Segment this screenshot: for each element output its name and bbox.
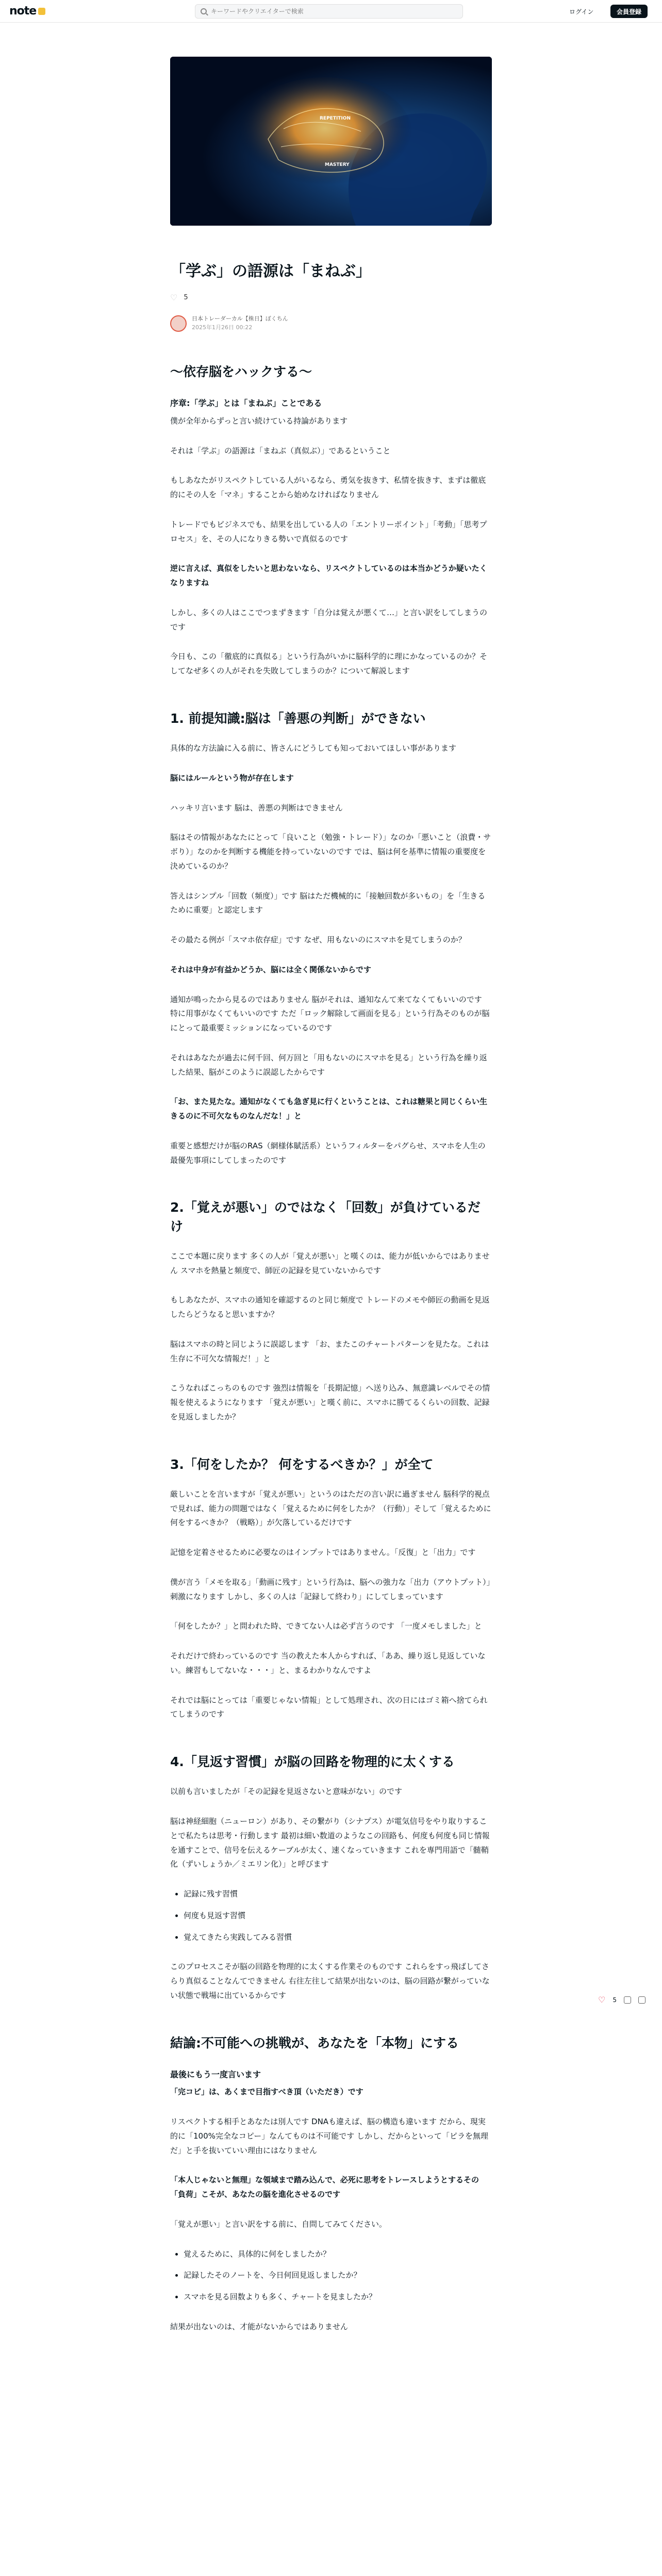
article-title: 「学ぶ」の語源は「まねぶ」 — [170, 262, 371, 280]
paragraph: それは「学ぶ」の語源は「まねぶ（真似ぶ）」であるということ — [170, 446, 391, 455]
floating-like-icon[interactable]: ♡ — [598, 1995, 606, 2005]
paragraph: もしあなたがリスペクトしている人がいるなら、勇気を抜きす、私情を抜きす、まずは徹底的にその人を「マネ」することから始めなければなりません — [170, 476, 486, 500]
signup-button[interactable]: 会員登録 — [610, 5, 648, 18]
top-navigation-bar — [0, 0, 662, 23]
section-heading: 2.「覚えが悪い」のではなく「回数」が負けているだけ — [170, 1200, 481, 1234]
avatar[interactable] — [170, 315, 187, 332]
list-item: • 覚えてきたら実践してみる習慣 — [184, 1930, 492, 1945]
subheading: 序章:「学ぶ」とは「まねぶ」ことである — [170, 398, 322, 409]
hero-word: MASTERY — [325, 162, 350, 167]
paragraph: 「何をしたか？」と問われた時、できてない人は必ず言うのです 「一度メモしました」と — [170, 1621, 482, 1631]
subheading: 最後にもう一度言います — [170, 2069, 261, 2079]
section-heading: 結論:不可能への挑戦が、あなたを「本物」にする — [170, 2035, 459, 2050]
article-body — [170, 363, 492, 2334]
section-heading: 4.「見返す習慣」が脳の回路を物理的に太くする — [170, 1754, 455, 1770]
paragraph: 厳しいことを言いますが「覚えが悪い」というのはただの言い訳に過ぎません 脳科学的視点で見れば、能力の問題ではなく「覚えるために何をしたか？（行動）」そして「覚えるために何をするべきか？（戦略）」が欠落しているだけです — [170, 1489, 491, 1528]
logo-mark-icon — [38, 8, 45, 15]
paragraph: 答えはシンプル「回数（頻度）」です 脳はただ機械的に「接触回数が多いもの」を「生きるために重要」と認定します — [170, 891, 486, 915]
paragraph: 結果が出ないのは、才能がないからではありません — [170, 2321, 348, 2331]
bold-paragraph: 逆に言えば、真似をしたいと思わないなら、リスペクトしているのは本当かどうか疑いたくなりますね — [170, 564, 487, 588]
paragraph: リスペクトする相手とあなたは別人です DNAも違えば、脳の構造も違います だから、現実的に「100%完全なコピー」なんてものは不可能です しかし、だからといって「ピラを無理だ」と手を抜いていい理由にはなりません — [170, 2117, 489, 2155]
author-name[interactable]: 日本トレーダーカル【株日】ぼくちん — [192, 315, 288, 322]
paragraph: このプロセスこそが脳の回路を物理的に太くする作業そのものです これらをすっ飛ばしてさらり真似ることなんてできません 右往左往して結果が出ないのは、脳の回路が繋がっていない状態で戦場に出ているからです — [170, 1962, 490, 2000]
list-item: • 覚えるために、具体的に何をしましたか？ — [184, 2247, 492, 2262]
list-item: • スマホを見る回数よりも多く、チャートを見ましたか？ — [184, 2290, 492, 2304]
paragraph: ここで本題に戻ります 多くの人が「覚えが悪い」と嘆くのは、能力が低いからではありません スマホを熱量と頻度で、師匠の記録を見ていないからです — [170, 1251, 490, 1275]
share-icon[interactable] — [638, 1996, 646, 2004]
paragraph: 脳はスマホの時と同じように誤認します 「お、またこのチャートパターンを見たな。これは生存に不可欠な情報だ！」と — [170, 1339, 489, 1363]
search-icon — [201, 8, 207, 14]
paragraph: 具体的な方法論に入る前に、皆さんにどうしても知っておいてほしい事があります — [170, 743, 457, 753]
paragraph: それはあなたが過去に何千回、何万回と「用もないのにスマホを見る」という行為を繰り返した結果、脳がこのように誤認したからです — [170, 1053, 487, 1077]
list-item: • 記録に残す習慣 — [184, 1887, 492, 1902]
paragraph: しかし、多くの人はここでつまずきます「自分は覚えが悪くて…」と言い訳をしてしまうのです — [170, 607, 488, 632]
floating-action-bar — [598, 1995, 646, 2005]
bold-paragraph: 「完コピ」は、あくまで目指すべき頂（いただき）です — [170, 2087, 363, 2097]
search-input[interactable] — [211, 8, 458, 15]
paragraph: トレードでもビジネスでも、結果を出している人の「エントリーポイント」「考動」「思考プロセス」を、その人になりきる勢いで真似るのです — [170, 519, 487, 544]
paragraph: もしあなたが、スマホの通知を確認するのと同じ頻度で トレードのメモや師匠の動画を見返したらどうなると思いますか？ — [170, 1295, 490, 1319]
section-heading: 1. 前提知識:脳は「善悪の判断」ができない — [170, 710, 426, 726]
author-info[interactable] — [170, 315, 492, 332]
paragraph: 重要と感想だけが脳のRAS（網様体賦活系）というフィルターをパグらせ、スマホを人生の最優先事項にしてしまったのです — [170, 1141, 486, 1165]
note-logo[interactable]: note — [9, 5, 45, 18]
paragraph: 以前も言いましたが「その記録を見返さないと意味がない」のです — [170, 1787, 403, 1797]
paragraph: 脳はその情報があなたにとって「良いこと（勉強・トレード）」なのか「悪いこと（浪費・サボり）」なのかを判断する機能を持っていないのです では、脳は何を基準に情報の重要度を決めているのか？ — [170, 833, 491, 871]
bullet-list — [184, 1887, 492, 1944]
search-box[interactable] — [195, 4, 463, 19]
comment-icon[interactable] — [624, 1996, 631, 2004]
paragraph: 通知が鳴ったから見るのではありません 脳がそれは、通知なんて来てなくてもいいのです 特に用事がなくてもいいのです ただ「ロック解除して画面を見る」という行為そのものが脳にとって最重要ミッションになっているのです — [170, 994, 490, 1033]
bold-paragraph: 脳にはルールという物が存在します — [170, 773, 294, 783]
post-date: 2025年1月26日 00:22 — [192, 324, 253, 331]
bold-paragraph: それは中身が有益かどうか、脳には全く関係ないからです — [170, 964, 371, 974]
paragraph: 脳は神経細胞（ニューロン）があり、その繋がり（シナプス）が電気信号をやり取りすることで私たちは思考・行動します 最初は細い数道のようなこの回路も、何度も何度も同じ情報を通すことで、信号を伝えるケーブルが太く、速くなっていきます これを専門用語で「髄鞘化（ずいしょうか／ミエリン化）」と呼びます — [170, 1817, 490, 1869]
bold-paragraph: 「お、また見たな。通知がなくても急ぎ見に行くということは、これは糖果と同じくらい生きるのに不可欠なものなんだな！」と — [170, 1097, 488, 1121]
paragraph: 僕が言う「メモを取る」「動画に残す」という行為は、脳への強力な「出力（アウトプット）」刺激になります しかし、多くの人は「記録して終わり」にしてしまっています — [170, 1577, 491, 1601]
like-count: 5 — [184, 294, 188, 301]
bullet-list — [184, 2247, 492, 2304]
paragraph: 今日も、この「徹底的に真似る」という行為がいかに脳科学的に理にかなっているのか？そしてなぜ多くの人がそれを失敗してしまうのか？について解説します — [170, 652, 488, 676]
hero-image — [170, 57, 492, 226]
like-heart-icon[interactable]: ♡ — [170, 293, 178, 302]
section-heading: 〜依存脳をハックする〜 — [170, 364, 312, 379]
paragraph: それだけで終わっているのです 当の教えた本人からすれば、「ああ、繰り返し見返していない。練習もしてないな・・・」と、まるわかりなんですよ — [170, 1651, 486, 1675]
hero-word: REPETITION — [320, 116, 351, 121]
list-item: • 何度も見返す習慣 — [184, 1909, 492, 1923]
paragraph: それでは脳にとっては「重要じゃない情報」として処理され、次の日にはゴミ箱へ捨てられてしまうのです — [170, 1695, 488, 1719]
login-button[interactable]: ログイン — [562, 5, 601, 18]
bold-paragraph: 「本人じゃないと無理」な領域まで踏み込んで、必死に思考をトレースしようとするその「負荷」こそが、あなたの脳を進化させるのです — [170, 2175, 479, 2199]
paragraph: 記憶を定着させるために必要なのはインプットではありません。「反復」と「出力」です — [170, 1548, 476, 1557]
paragraph: 「覚えが悪い」と言い訳をする前に、自問してみてください。 — [170, 2219, 387, 2229]
section-heading: 3.「何をしたか？ 何をするべきか？」が全て — [170, 1456, 434, 1472]
paragraph: その最たる例が「スマホ依存症」です なぜ、用もないのにスマホを見てしまうのか？ — [170, 935, 466, 945]
floating-like-count: 5 — [613, 1996, 617, 2004]
article — [170, 57, 492, 2350]
paragraph: 僕が全年からずっと言い続けている持論があります — [170, 416, 348, 426]
like-bar — [170, 293, 492, 302]
paragraph: ハッキリ言います 脳は、善悪の判断はできません — [170, 803, 343, 812]
list-item: • 記録したそのノートを、今日何回見返しましたか？ — [184, 2268, 492, 2283]
paragraph: こうなればこっちのものです 強烈は情報を「長期記憶」へ送り込み、無意識レベルでその情報を使えるようになります 「覚えが悪い」と嘆く前に、スマホに勝てるくらいの回数、記録を見返しましたか？ — [170, 1383, 490, 1421]
hero-brain-illustration — [170, 57, 492, 226]
